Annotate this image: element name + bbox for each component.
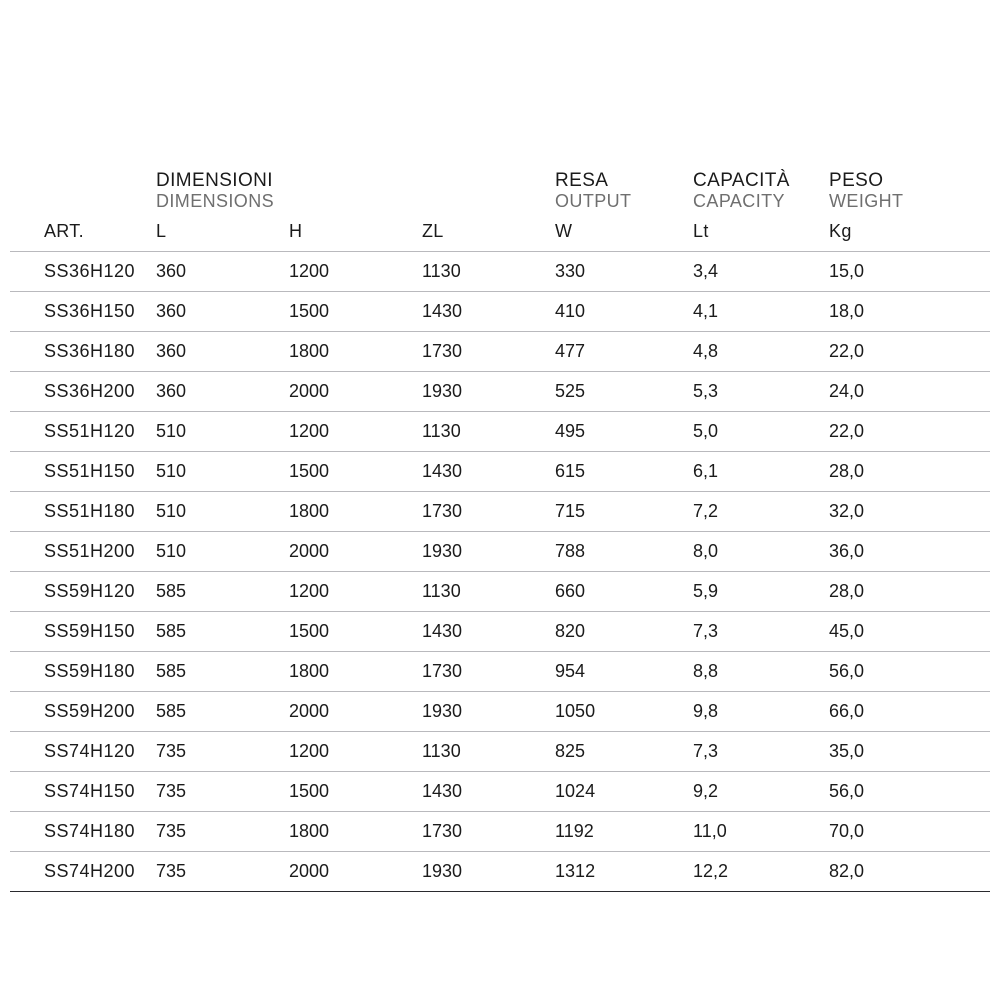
- cell-h: 1200: [286, 732, 419, 772]
- cell-l: 585: [153, 652, 286, 692]
- cell-lt: 12,2: [690, 852, 826, 892]
- table-row: [10, 732, 990, 772]
- table-row: [10, 692, 990, 732]
- cell-h: 2000: [286, 532, 419, 572]
- cell-w: 1024: [552, 772, 690, 812]
- cell-zl: 1430: [419, 292, 552, 332]
- cell-l: 510: [153, 492, 286, 532]
- cell-lt: 11,0: [690, 812, 826, 852]
- cell-w: 788: [552, 532, 690, 572]
- group-label-en-capacity: CAPACITY: [693, 191, 785, 212]
- cell-lt: 4,1: [690, 292, 826, 332]
- cell-lt: 8,8: [690, 652, 826, 692]
- cell-w: 477: [552, 332, 690, 372]
- cell-zl: 1130: [419, 412, 552, 452]
- cell-lt: 5,9: [690, 572, 826, 612]
- cell-l: 510: [153, 452, 286, 492]
- cell-w: 1192: [552, 812, 690, 852]
- table-row: [10, 772, 990, 812]
- cell-art: SS36H150: [10, 292, 153, 332]
- cell-kg: 28,0: [826, 572, 990, 612]
- group-header-empty: [10, 170, 153, 221]
- group-label-en-output: OUTPUT: [555, 191, 632, 212]
- cell-zl: 1430: [419, 452, 552, 492]
- cell-l: 735: [153, 852, 286, 892]
- cell-lt: 7,2: [690, 492, 826, 532]
- cell-zl: 1730: [419, 652, 552, 692]
- cell-l: 360: [153, 372, 286, 412]
- table-row: [10, 852, 990, 892]
- cell-kg: 22,0: [826, 412, 990, 452]
- cell-l: 360: [153, 292, 286, 332]
- cell-zl: 1930: [419, 852, 552, 892]
- cell-kg: 56,0: [826, 652, 990, 692]
- cell-zl: 1430: [419, 772, 552, 812]
- cell-art: SS59H180: [10, 652, 153, 692]
- cell-l: 735: [153, 732, 286, 772]
- cell-lt: 7,3: [690, 612, 826, 652]
- cell-kg: 36,0: [826, 532, 990, 572]
- cell-h: 1200: [286, 412, 419, 452]
- cell-kg: 82,0: [826, 852, 990, 892]
- cell-l: 585: [153, 692, 286, 732]
- cell-kg: 66,0: [826, 692, 990, 732]
- cell-h: 1800: [286, 492, 419, 532]
- group-header-row: [10, 170, 990, 221]
- cell-w: 1050: [552, 692, 690, 732]
- cell-h: 2000: [286, 372, 419, 412]
- cell-h: 1500: [286, 452, 419, 492]
- cell-zl: 1130: [419, 572, 552, 612]
- cell-kg: 24,0: [826, 372, 990, 412]
- cell-h: 1200: [286, 572, 419, 612]
- cell-l: 585: [153, 612, 286, 652]
- column-header-art: ART.: [44, 221, 84, 242]
- cell-l: 735: [153, 812, 286, 852]
- cell-lt: 5,3: [690, 372, 826, 412]
- cell-art: SS59H120: [10, 572, 153, 612]
- cell-art: SS74H180: [10, 812, 153, 852]
- cell-w: 660: [552, 572, 690, 612]
- cell-w: 1312: [552, 852, 690, 892]
- cell-w: 615: [552, 452, 690, 492]
- cell-l: 360: [153, 332, 286, 372]
- cell-kg: 32,0: [826, 492, 990, 532]
- cell-art: SS36H180: [10, 332, 153, 372]
- cell-zl: 1130: [419, 252, 552, 292]
- cell-l: 585: [153, 572, 286, 612]
- cell-h: 1800: [286, 652, 419, 692]
- table-row: [10, 252, 990, 292]
- cell-art: SS74H120: [10, 732, 153, 772]
- table-row: [10, 292, 990, 332]
- cell-zl: 1730: [419, 332, 552, 372]
- cell-art: SS59H150: [10, 612, 153, 652]
- cell-zl: 1130: [419, 732, 552, 772]
- cell-lt: 8,0: [690, 532, 826, 572]
- cell-h: 2000: [286, 692, 419, 732]
- column-header-h: H: [289, 221, 303, 242]
- group-label-it-output: RESA: [555, 170, 609, 191]
- cell-h: 1200: [286, 252, 419, 292]
- table-row: [10, 412, 990, 452]
- cell-kg: 18,0: [826, 292, 990, 332]
- table-row: [10, 652, 990, 692]
- column-header-row: [10, 221, 990, 252]
- column-header-kg: Kg: [829, 221, 852, 242]
- cell-art: SS51H150: [10, 452, 153, 492]
- cell-h: 2000: [286, 852, 419, 892]
- cell-lt: 9,8: [690, 692, 826, 732]
- group-header-weight: [826, 170, 990, 221]
- cell-zl: 1930: [419, 532, 552, 572]
- table-row: [10, 492, 990, 532]
- cell-zl: 1930: [419, 692, 552, 732]
- cell-h: 1500: [286, 292, 419, 332]
- cell-kg: 56,0: [826, 772, 990, 812]
- cell-kg: 22,0: [826, 332, 990, 372]
- cell-art: SS74H200: [10, 852, 153, 892]
- cell-kg: 45,0: [826, 612, 990, 652]
- cell-l: 510: [153, 532, 286, 572]
- cell-lt: 5,0: [690, 412, 826, 452]
- column-header-w: W: [555, 221, 573, 242]
- cell-l: 360: [153, 252, 286, 292]
- cell-kg: 70,0: [826, 812, 990, 852]
- cell-art: SS36H120: [10, 252, 153, 292]
- cell-l: 510: [153, 412, 286, 452]
- table-row: [10, 372, 990, 412]
- cell-w: 330: [552, 252, 690, 292]
- cell-w: 820: [552, 612, 690, 652]
- table-row: [10, 612, 990, 652]
- cell-kg: 15,0: [826, 252, 990, 292]
- cell-art: SS59H200: [10, 692, 153, 732]
- cell-zl: 1930: [419, 372, 552, 412]
- cell-w: 525: [552, 372, 690, 412]
- cell-h: 1500: [286, 772, 419, 812]
- cell-lt: 9,2: [690, 772, 826, 812]
- table-row: [10, 532, 990, 572]
- cell-zl: 1430: [419, 612, 552, 652]
- table-row: [10, 572, 990, 612]
- group-header-output: [552, 170, 690, 221]
- cell-w: 715: [552, 492, 690, 532]
- cell-lt: 4,8: [690, 332, 826, 372]
- cell-art: SS74H150: [10, 772, 153, 812]
- cell-kg: 28,0: [826, 452, 990, 492]
- cell-zl: 1730: [419, 812, 552, 852]
- cell-zl: 1730: [419, 492, 552, 532]
- cell-w: 410: [552, 292, 690, 332]
- cell-art: SS51H180: [10, 492, 153, 532]
- cell-art: SS51H120: [10, 412, 153, 452]
- table-row: [10, 812, 990, 852]
- cell-l: 735: [153, 772, 286, 812]
- cell-w: 495: [552, 412, 690, 452]
- cell-art: SS51H200: [10, 532, 153, 572]
- group-header-capacity: [690, 170, 826, 221]
- group-label-en-weight: WEIGHT: [829, 191, 904, 212]
- cell-h: 1800: [286, 812, 419, 852]
- specifications-table: [10, 170, 990, 892]
- column-header-l: L: [156, 221, 167, 242]
- group-header-dimensions: [153, 170, 552, 221]
- cell-lt: 7,3: [690, 732, 826, 772]
- column-header-zl: ZL: [422, 221, 444, 242]
- cell-w: 825: [552, 732, 690, 772]
- column-header-lt: Lt: [693, 221, 709, 242]
- cell-kg: 35,0: [826, 732, 990, 772]
- group-label-it-weight: PESO: [829, 170, 884, 191]
- cell-w: 954: [552, 652, 690, 692]
- table-row: [10, 452, 990, 492]
- cell-lt: 6,1: [690, 452, 826, 492]
- table-row: [10, 332, 990, 372]
- cell-h: 1500: [286, 612, 419, 652]
- group-label-it-capacity: CAPACITÀ: [693, 170, 790, 191]
- group-label-en-dimensions: DIMENSIONS: [156, 191, 275, 212]
- cell-lt: 3,4: [690, 252, 826, 292]
- group-label-it-dimensions: DIMENSIONI: [156, 170, 273, 191]
- cell-h: 1800: [286, 332, 419, 372]
- cell-art: SS36H200: [10, 372, 153, 412]
